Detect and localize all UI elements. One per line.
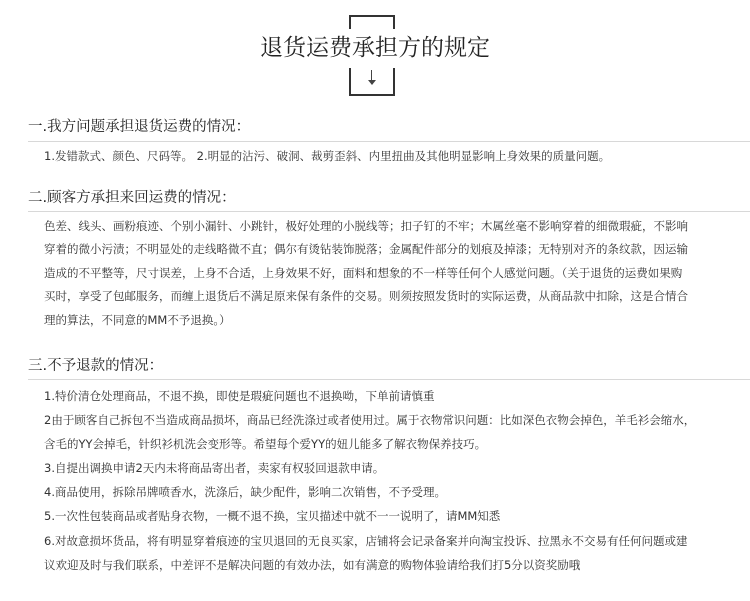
page-title: 退货运费承担方的规定	[260, 35, 490, 61]
section-3-line: 议欢迎及时与我们联系，中差评不是解决问题的有效办法，如有满意的购物体验请给我们打5分以资奖励哦	[44, 558, 581, 572]
section-divider-3	[28, 379, 750, 380]
section-2-line: 买时，享受了包邮服务，而缠上退货后不满足原来保有条件的交易。则须按照发货时的实际运费，从商品款中扣除，这是合情合	[44, 289, 688, 303]
section-2-line: 色差、线头、画粉痕迹、个别小漏针、小跳针，极好处理的小脱线等；扣子钉的不牢；木属丝毫不影响穿着的细微瑕疵，不影响	[44, 219, 688, 233]
section-1-line: 1.发错款式、颜色、尺码等。 2.明显的沾污、破洞、裁剪歪斜、内里扭曲及其他明显影响上身效果的质量问题。	[44, 149, 611, 163]
section-title-2: 二.顾客方承担来回运费的情况：	[28, 190, 236, 206]
section-3-line: 4.商品使用，拆除吊牌喷香水，洗涤后，缺少配件，影响二次销售，不予受理。	[44, 485, 446, 499]
section-3-line: 6.对故意损坏货品，将有明显穿着痕迹的宝贝退回的无良买家，店铺将会记录备案并向淘宝投诉、拉黑永不交易有任何问题或建	[44, 534, 688, 548]
section-2-line: 造成的不平整等，尺寸误差，上身不合适，上身效果不好，面料和想象的不一样等任何个人感觉问题。（关于退货的运费如果购	[44, 266, 683, 280]
section-divider-1	[28, 141, 750, 142]
section-divider-2	[28, 211, 750, 212]
page-header	[0, 0, 750, 100]
section-3-line: 1.特价清仓处理商品，不退不换，即使是瑕疵问题也不退换呦，下单前请慎重	[44, 389, 435, 403]
title-bracket-top	[349, 15, 395, 29]
section-2-line: 理的算法，不同意的MM不予退换。）	[44, 313, 231, 327]
section-3-line: 2由于顾客自己拆包不当造成商品损坏，商品已经洗涤过或者使用过。属于衣物常识问题：比如深色衣物会掉色，羊毛衫会缩水，	[44, 413, 696, 427]
section-3-line: 3.自提出调换申请2天内未将商品寄出者，卖家有权驳回退款申请。	[44, 461, 385, 475]
section-2-line: 穿着的微小污渍；不明显处的走线略微不直；偶尔有烫钻装饰脱落；金属配件部分的划痕及掉漆；无特别对齐的条纹款，因运输	[44, 242, 688, 256]
section-title-1: 一.我方问题承担退货运费的情况：	[28, 119, 251, 135]
section-3-line: 含毛的YY会掉毛，针织衫机洗会变形等。希望每个爱YY的妞儿能多了解衣物保养技巧。	[44, 437, 487, 451]
section-title-3: 三.不予退款的情况：	[28, 358, 164, 374]
section-3-line: 5.一次性包装商品或者贴身衣物，一概不退不换，宝贝描述中就不一一说明了，请MM知悉	[44, 509, 501, 523]
